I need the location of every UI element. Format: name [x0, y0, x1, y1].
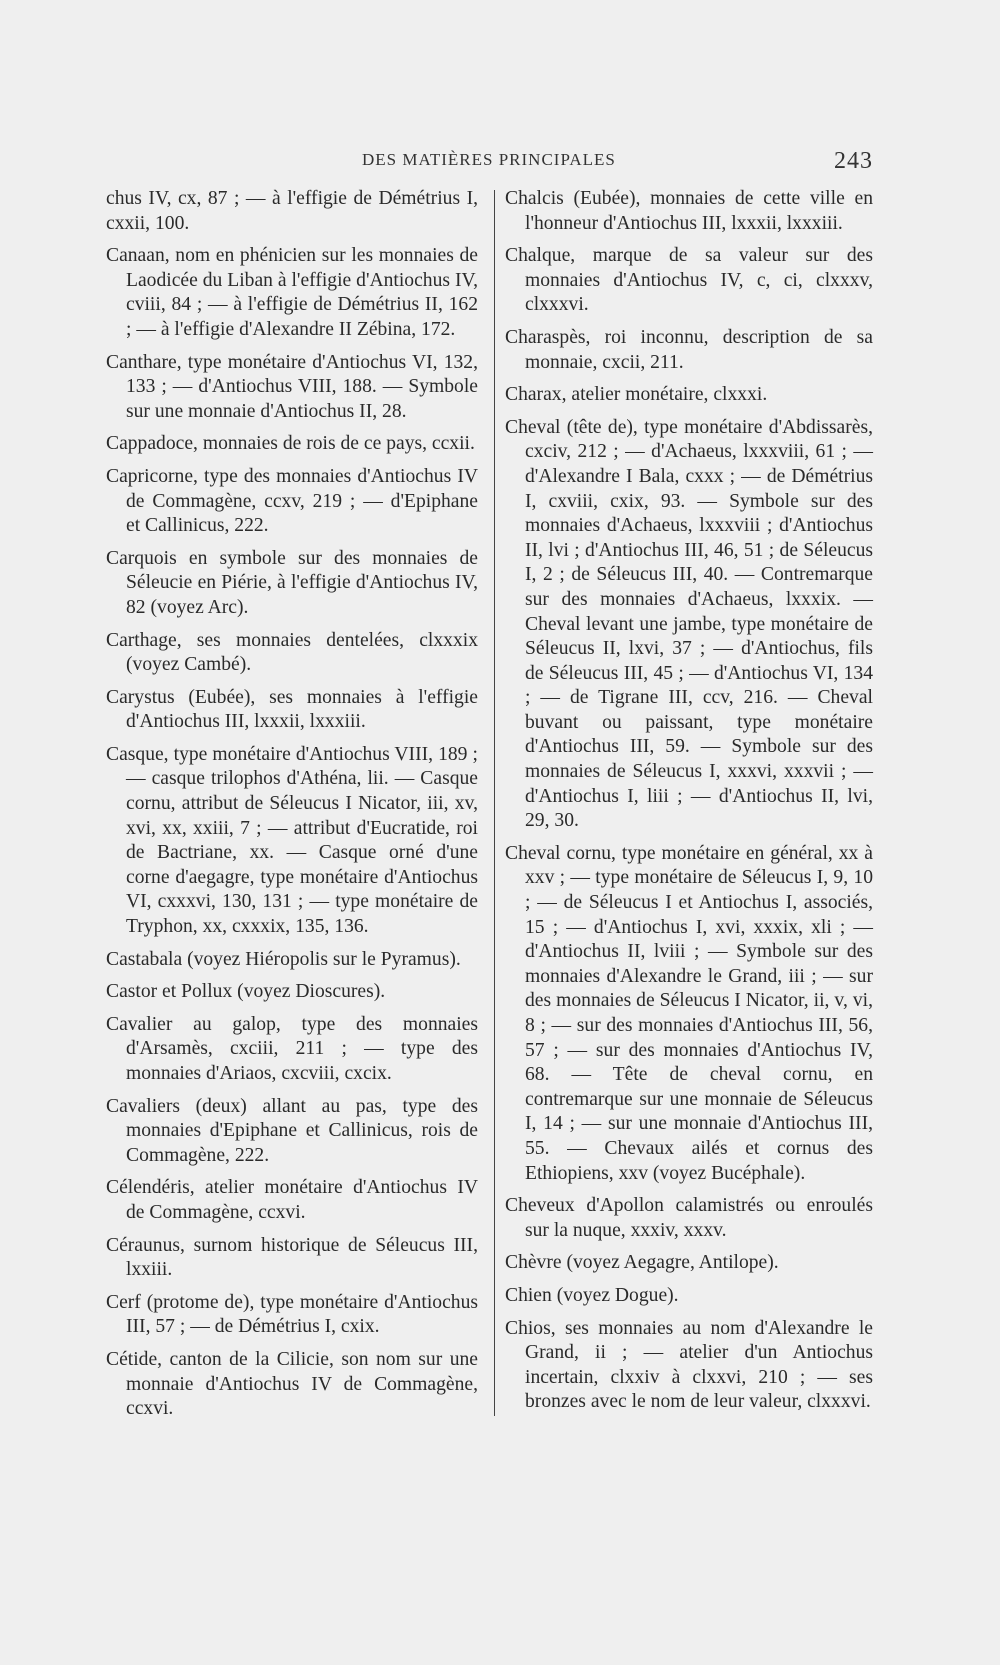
- index-entry: Carthage, ses monnaies dentelées, clxxxix (voyez Cambé).: [106, 629, 478, 676]
- column-divider: [494, 190, 495, 1416]
- index-entry: Chèvre (voyez Aegagre, Antilope).: [505, 1252, 779, 1274]
- running-title: DES MATIÈRES PRINCIPALES: [362, 150, 616, 169]
- right-column: [505, 187, 873, 1423]
- index-entry: Cheval (tête de), type monétaire d'Abdissarès, cxciv, 212 ; — d'Achaeus, lxxxviii, 61 ; — d'Alexandre I Bala, cxxx ; — de Démétrius I, cxviii, cxix, 93. — Symbole sur des monnaies d'Achaeus, lxxxviii ; d'Antiochus II, lvi ; d'Antiochus III, 46, 51 ; de Séleucus I, 2 ; de Séleucus III, 40. — Contremarque sur des monnaies d'Achaeus, lxxxix. — Cheval levant une jambe, type monétaire de Séleucus II, lxvi, 37 ; — d'Antiochus, fils de Séleucus III, 45 ; — d'Antiochus VI, 134 ; — de Tigrane III, ccv, 216. — Cheval buvant ou paissant, type monétaire d'Antiochus III, 59. — Symbole sur des monnaies de Séleucus I, xxxvi, xxxvii ; — d'Antiochus I, liii ; — d'Antiochus II, lvi, 29, 30.: [505, 416, 873, 832]
- index-entry: Cétide, canton de la Cilicie, son nom sur une monnaie d'Antiochus IV de Commagène, ccxvi.: [106, 1348, 478, 1420]
- index-entry: Chien (voyez Dogue).: [505, 1284, 679, 1306]
- index-entry: Céraunus, surnom historique de Séleucus III, lxxiii.: [106, 1234, 478, 1281]
- index-entry: Charaspès, roi inconnu, description de sa monnaie, cxcii, 211.: [505, 326, 873, 373]
- index-entry: Canaan, nom en phénicien sur les monnaies de Laodicée du Liban à l'effigie d'Antiochus IV, cviii, 84 ; — à l'effigie de Démétrius II, 162 ; — à l'effigie d'Alexandre II Zébina, 172.: [106, 245, 478, 340]
- index-entry: Cerf (protome de), type monétaire d'Antiochus III, 57 ; — de Démétrius I, cxix.: [106, 1291, 478, 1338]
- index-entry: Chios, ses monnaies au nom d'Alexandre le Grand, ii ; — atelier d'un Antiochus incertain, clxxiv à clxxvi, 210 ; — ses bronzes avec le nom de leur valeur, clxxxvi.: [505, 1317, 873, 1413]
- index-entry: Carquois en symbole sur des monnaies de Séleucie en Piérie, à l'effigie d'Antiochus IV, 82 (voyez Arc).: [106, 547, 478, 618]
- page-number: 243: [834, 148, 873, 174]
- index-entry: Canthare, type monétaire d'Antiochus VI, 132, 133 ; — d'Antiochus VIII, 188. — Symbole sur une monnaie d'Antiochus II, 28.: [106, 351, 478, 422]
- index-entry: Casque, type monétaire d'Antiochus VIII, 189 ; — casque trilophos d'Athéna, lii. — Casque cornu, attribut de Séleucus I Nicator, iii, xv, xvi, xx, xxiii, 7 ; — attribut d'Eucratide, roi de Bactriane, xx. — Casque orné d'une corne d'aegagre, type monétaire d'Antiochus VI, cxxxvi, 130, 131 ; — type monétaire de Tryphon, xx, cxxxix, 135, 136.: [106, 743, 478, 938]
- left-column: [106, 187, 478, 1430]
- index-entry: Charax, atelier monétaire, clxxxi.: [505, 384, 768, 406]
- index-entry: Castor et Pollux (voyez Dioscures).: [106, 981, 386, 1003]
- index-entry: Chalque, marque de sa valeur sur des monnaies d'Antiochus IV, c, ci, clxxxv, clxxxvi.: [505, 245, 873, 316]
- index-entry: Castabala (voyez Hiéropolis sur le Pyramus).: [106, 948, 461, 970]
- index-entry: chus IV, cx, 87 ; — à l'effigie de Démétrius I, cxxii, 100.: [106, 188, 478, 234]
- index-entry: Cavaliers (deux) allant au pas, type des monnaies d'Epiphane et Callinicus, rois de Commagène, 222.: [106, 1095, 478, 1166]
- index-entry: Cheval cornu, type monétaire en général, xx à xxv ; — type monétaire de Séleucus I, 9, 10 ; — de Séleucus I et Antiochus I, associés, 15 ; — d'Antiochus I, xvi, xxxix, xli ; — d'Antiochus II, lviii ; — Symbole sur des monnaies d'Alexandre le Grand, iii ; — sur des monnaies de Séleucus I Nicator, ii, v, vi, 8 ; — sur des monnaies d'Antiochus III, 56, 57 ; — sur des monnaies d'Antiochus IV, 68. — Tête de cheval cornu, en contremarque sur une monnaie de Séleucus I, 14 ; — sur une monnaie d'Antiochus III, 55. — Chevaux ailés et cornus des Ethiopiens, xxv (voyez Bucéphale).: [505, 842, 873, 1184]
- index-entry: Cappadoce, monnaies de rois de ce pays, ccxii.: [106, 433, 475, 455]
- index-entry: Cheveux d'Apollon calamistrés ou enroulés sur la nuque, xxxiv, xxxv.: [505, 1195, 873, 1241]
- index-entry: Cavalier au galop, type des monnaies d'Arsamès, cxciii, 211 ; — type des monnaies d'Ariaos, cxcviii, cxcix.: [106, 1013, 478, 1084]
- index-entry: Célendéris, atelier monétaire d'Antiochus IV de Commagène, ccxvi.: [106, 1177, 478, 1223]
- index-entry: Capricorne, type des monnaies d'Antiochus IV de Commagène, ccxv, 219 ; — d'Epiphane et Callinicus, 222.: [106, 465, 478, 537]
- index-entry: Chalcis (Eubée), monnaies de cette ville en l'honneur d'Antiochus III, lxxxii, lxxxiii.: [505, 188, 873, 234]
- index-entry: Carystus (Eubée), ses monnaies à l'effigie d'Antiochus III, lxxxii, lxxxiii.: [106, 686, 478, 733]
